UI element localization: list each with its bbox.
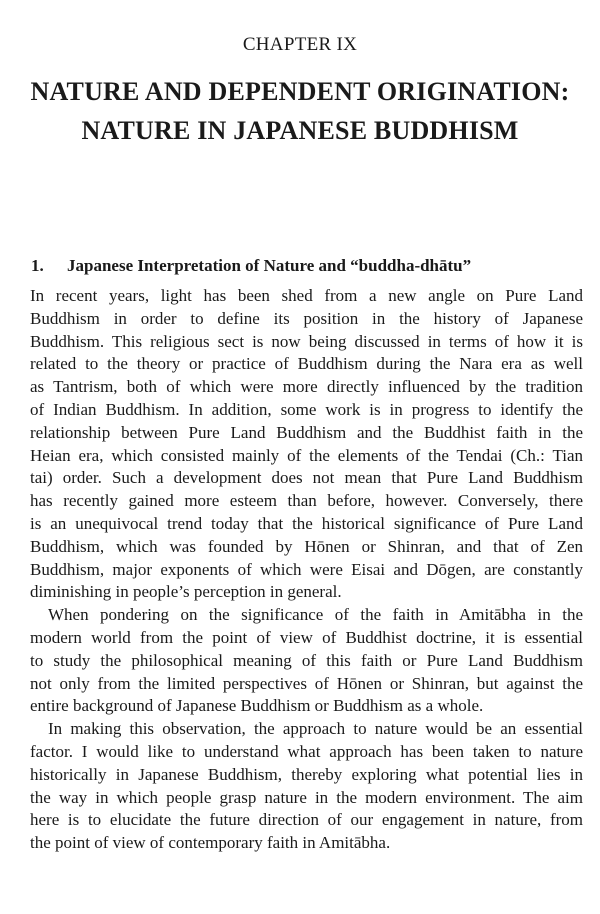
text-line: is an unequivocal trend today that the historical significance of Pure Land [30,513,583,533]
text-line: Buddhism in order to define its position in the history of Japanese [30,308,583,328]
text-line: Buddhism, which was founded by Hōnen or Shinran, and that of Zen [30,536,583,556]
text-line: historically in Japanese Buddhism, thereby exploring what potential lies in [30,764,583,784]
chapter-title-line: NATURE AND DEPENDENT ORIGINATION: [30,77,570,106]
paragraph [30,718,583,855]
chapter-label: CHAPTER IX [242,34,358,55]
section-title: Japanese Interpretation of Nature and “buddha-dhātu” [67,256,472,275]
text-line: diminishing in people’s perception in general. [30,582,342,602]
text-line: as Tantrism, both of which were more directly influenced by the tradition [30,377,583,397]
text-line: In making this observation, the approach to nature would be an essential [48,719,583,739]
text-line: modern world from the point of view of Buddhist doctrine, it is essential [30,627,583,647]
text-line: factor. I would like to understand what approach has been taken to nature [30,741,583,761]
text-line: here is to elucidate the future direction of our engagement in nature, from [30,810,583,830]
text-line: entire background of Japanese Buddhism or Buddhism as a whole. [30,696,484,716]
text-line: not only from the limited perspectives of Hōnen or Shinran, but against the [30,673,583,693]
text-line: related to the theory or practice of Buddhism during the Nara era as well [30,354,583,374]
text-line: to study the philosophical meaning of this faith or Pure Land Buddhism [30,650,583,670]
text-line: Buddhism. This religious sect is now being discussed in terms of how it is [30,331,583,351]
section-heading [31,256,576,276]
text-line: the way in which people grasp nature in the modern environment. The aim [30,787,583,807]
text-line: has recently gained more esteem than before, however. Conversely, there [30,491,583,511]
paragraph [30,604,583,718]
text-line: tai) order. Such a development does not mean that Pure Land Buddhism [30,468,583,488]
text-line: relationship between Pure Land Buddhism and the Buddhist faith in the [30,422,583,442]
text-line: Heian era, which consisted mainly of the elements of the Tendai (Ch.: Tian [30,445,583,465]
text-line: of Indian Buddhism. In addition, some work is in progress to identify the [30,399,583,419]
section-number: 1. [31,256,44,275]
paragraph [30,285,583,604]
text-line: Buddhism, major exponents of which were Eisai and Dōgen, are constantly [30,559,583,579]
chapter-title [0,72,600,150]
text-line: In recent years, light has been shed from a new angle on Pure Land [30,286,583,305]
text-line: the point of view of contemporary faith in Amitābha. [30,833,391,853]
chapter-title-line: NATURE IN JAPANESE BUDDHISM [81,116,519,145]
text-line: When pondering on the significance of the faith in Amitābha in the [48,605,583,625]
body-text [30,285,583,855]
